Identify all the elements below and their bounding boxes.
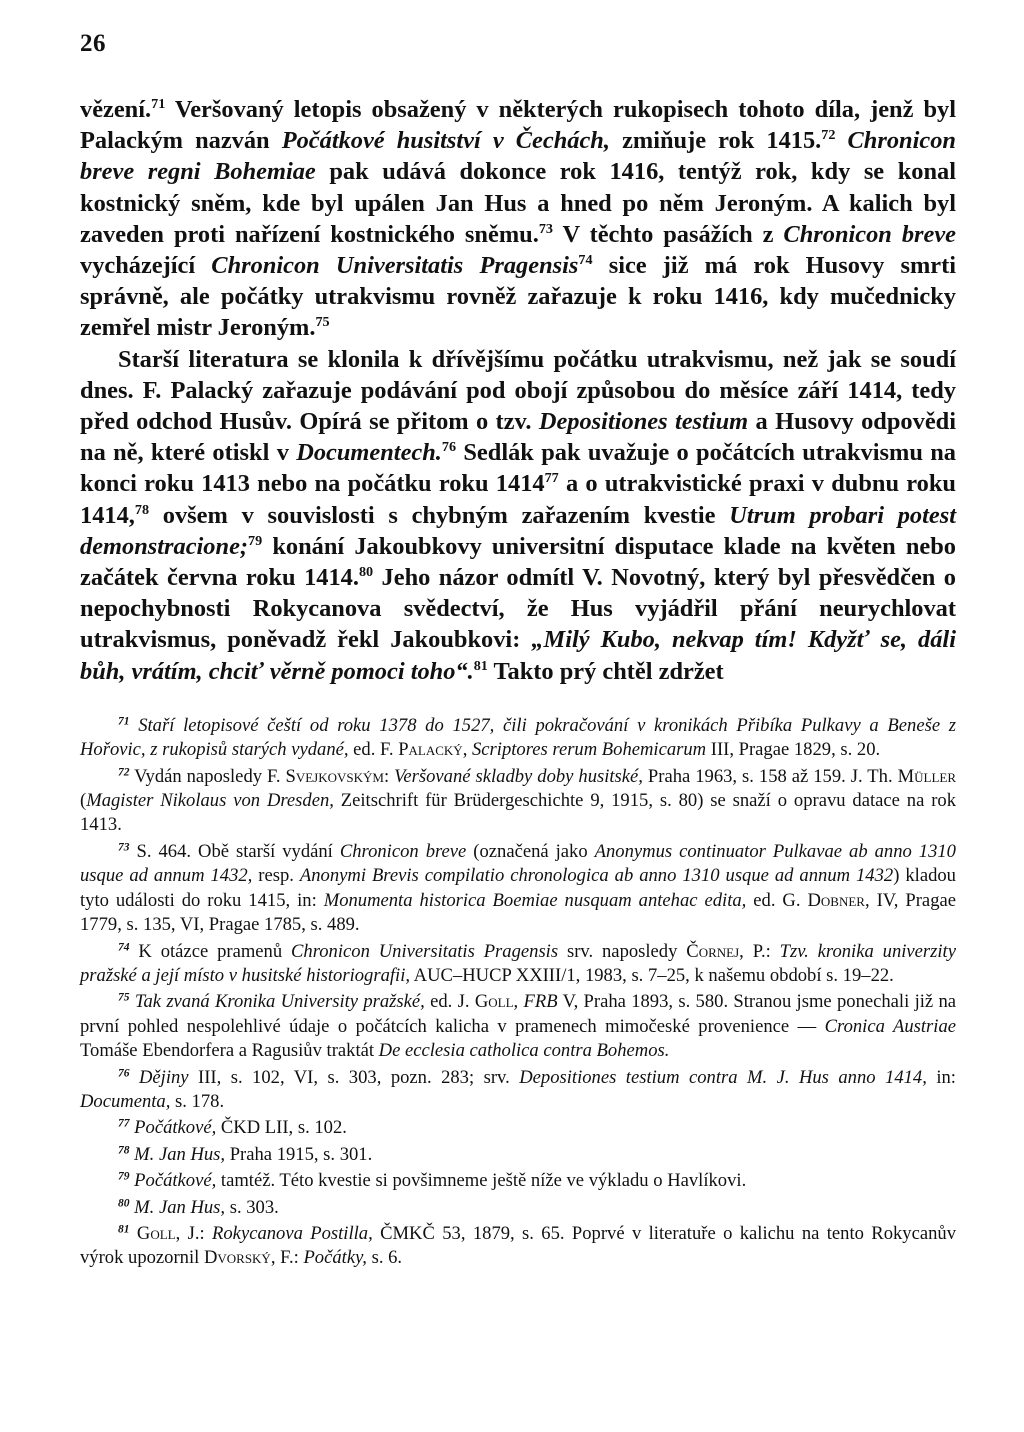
footnote-74 — [80, 940, 956, 989]
text-run: V těchto pasážích z — [552, 220, 784, 248]
footnote-80 — [80, 1196, 956, 1220]
text-run: s. 6. — [366, 1247, 403, 1269]
author-name: Goll — [474, 991, 514, 1013]
text-run: Praha 1915, s. 301. — [225, 1143, 373, 1165]
text-run: : — [383, 765, 395, 787]
work-title: Chronicon breve regni Bohemiae — [80, 127, 956, 186]
text-run: Staří letopisové čeští od roku 1378 do 1527, čili pokračování v kronikách Přibíka Pulkavy a Beneše z Hořovic, z rukopisů starých vydané, — [80, 714, 956, 761]
text-run: ed. J. — [424, 991, 475, 1013]
work-title: Utrum probari potest demonstracione; — [80, 501, 956, 560]
text-run: S. 464. Obě starší vydání — [136, 840, 340, 862]
footnote-number: 81 — [118, 1223, 130, 1236]
text-run: konání Jakoubkovy universitní disputace klade na květen nebo začátek června roku 1414. — [80, 532, 956, 592]
text-run: Tomáše Ebendorfera a Ragusiův traktát — [80, 1040, 379, 1062]
text-run: Rokycanova Postilla, — [212, 1222, 373, 1244]
body-text — [80, 94, 956, 687]
text-run: ) kladou tyto události do roku 1415, in: — [80, 865, 956, 911]
footnote-number: 80 — [118, 1197, 130, 1210]
text-run: vězení. — [80, 96, 152, 123]
footnote-72 — [80, 765, 956, 838]
text-run: Počátkové, — [134, 1170, 217, 1192]
footnote-79 — [80, 1169, 956, 1193]
work-title: Chronicon breve — [783, 220, 956, 248]
footnote-ref-76[interactable]: 76 — [441, 439, 457, 456]
footnote-ref-81[interactable]: 81 — [473, 657, 488, 674]
text-run: FRB — [523, 991, 558, 1013]
author-name: Dvorský — [203, 1247, 271, 1269]
footnote-75 — [80, 990, 956, 1063]
footnote-ref-78[interactable]: 78 — [134, 501, 150, 518]
text-run: , IV, Pragae 1779, s. 135, VI, Pragae 1785, s. 489. — [80, 889, 956, 936]
author-name: Müller — [897, 765, 956, 787]
footnote-78 — [80, 1143, 956, 1167]
text-run: zmiňuje rok 1415. — [609, 127, 822, 155]
text-run: Počátky, — [303, 1247, 367, 1269]
text-run: V, Praha 1893, s. 580. Stranou jsme ponechali již na první pohled nespolehlivé údaje o počátcích kalicha v pramenech mimočeské provenience — — [80, 991, 957, 1037]
text-run: Scriptores rerum Bohemicarum — [472, 739, 707, 761]
author-name: Palacký — [398, 739, 463, 761]
text-run: III, Pragae 1829, s. 20. — [706, 739, 881, 761]
footnote-ref-72[interactable]: 72 — [821, 127, 836, 144]
text-run: a Husovy odpovědi na ně, které otiskl v — [80, 408, 956, 467]
text-run: AUC–HUCP XXIII/1, 1983, s. 7–25, k našemu období s. 19–22. — [410, 964, 894, 986]
text-run: tamtéž. Této kvestie si povšimneme ještě níže ve výkladu o Havlíkovi. — [216, 1170, 747, 1192]
text-run: Monumenta historica Boemiae nusquam antehac edita, — [323, 889, 747, 911]
text-run: Tak zvaná Kronika University pražské, — [134, 991, 425, 1013]
text-run: Takto prý chtěl zdržet — [487, 657, 724, 685]
text-run: Anonymus continuator Pulkavae ab anno 1310 usque ad annum 1432, — [80, 840, 956, 887]
text-run: Sedlák pak uvažuje o počátcích utrakvismu na konci roku 1413 nebo na počátku roku 1414 — [80, 439, 956, 498]
footnote-ref-79[interactable]: 79 — [248, 533, 263, 550]
footnote-81 — [80, 1222, 956, 1271]
text-run: K otázce pramenů — [138, 940, 292, 962]
paragraph-2 — [80, 344, 956, 687]
footnote-77 — [80, 1116, 956, 1140]
text-run: , J.: — [175, 1222, 213, 1244]
footnote-number: 79 — [118, 1170, 130, 1183]
footnote-number: 74 — [118, 941, 130, 954]
text-run: srv. naposledy — [558, 940, 687, 962]
text-run: a o utrakvistické praxi v dubnu roku 1414, — [80, 470, 956, 529]
text-run: ČMKČ 53, 1879, s. 65. Poprvé v literatuře o kalichu na tento Rokycanův výrok upozornil — [80, 1222, 956, 1269]
author-name: Goll — [136, 1222, 176, 1244]
text-run: sice již má rok Husovy smrti správně, ale počátky utrakvismu rovněž zařazuje k roku 1416, kdy mučednicky zemřel mistr Jeroným. — [80, 252, 956, 342]
text-run: , — [513, 991, 524, 1013]
work-title: Chronicon Universitatis Pragensis — [211, 252, 579, 280]
footnote-ref-77[interactable]: 77 — [544, 470, 559, 487]
text-run: s. 178. — [170, 1090, 225, 1112]
footnote-number: 75 — [118, 992, 130, 1004]
text-run: Chronicon Universitatis Pragensis — [291, 940, 559, 962]
footnote-ref-74[interactable]: 74 — [578, 252, 593, 269]
footnote-ref-71[interactable]: 71 — [151, 96, 166, 113]
paragraph-1 — [80, 94, 956, 344]
footnote-ref-75[interactable]: 75 — [315, 314, 330, 331]
text-run: (označená jako — [466, 840, 595, 862]
document-page — [80, 30, 956, 1273]
text-run: ( — [80, 790, 87, 812]
footnote-number: 73 — [118, 841, 130, 854]
text-run: Anonymi Brevis compilatio chronologica ab anno 1310 usque ad annum 1432 — [299, 865, 894, 887]
footnote-number: 78 — [118, 1144, 130, 1157]
footnote-number: 77 — [118, 1118, 130, 1131]
work-title: Počátkové husitství v Čechách, — [281, 127, 610, 155]
text-run: Počátkové, — [134, 1117, 217, 1139]
text-run — [835, 127, 847, 154]
text-run: Vydán naposledy F. — [134, 765, 286, 787]
footnote-76 — [80, 1066, 956, 1115]
text-run: pak udává dokonce rok 1416, tentýž rok, kdy se konal kostnický sněm, kde byl upálen Jan Hus a hned po něm Jeroným. A kalich byl zaveden proti nařízení kostnického sněmu. — [80, 158, 956, 248]
text-run: Documenta, — [80, 1090, 171, 1112]
text-run: Veršovaný letopis obsažený v některých rukopisech tohoto díla, jenž byl Palackým nazván — [80, 96, 956, 155]
text-run: ČKD LII, s. 102. — [216, 1117, 347, 1139]
footnote-ref-80[interactable]: 80 — [358, 564, 374, 581]
text-run: Dějiny — [138, 1066, 189, 1088]
text-run: Magister Nikolaus von Dresden, — [86, 790, 334, 812]
text-run: Starší literatura se klonila k dřívějšímu počátku utrakvismu, než jak se soudí dnes. F. Palacký zařazuje podávání pod obojí způsobou do měsíce září 1414, tedy před odchod Husův. Opírá se přitom o tzv. — [80, 345, 956, 436]
text-run: Tzv. kronika univerzity pražské a její místo v husitské historiografii, — [80, 940, 956, 986]
author-name: Svejkovským — [285, 765, 384, 787]
footnote-number: 76 — [118, 1067, 130, 1080]
text-run: Jeho názor odmítl V. Novotný, který byl přesvědčen o nepochybnosti Rokycanova svědectví, že Hus vyjádřil přání neurychlovat utrakvismus, poněvadž řekl Jakoubkovi: — [80, 564, 956, 654]
text-run: De ecclesia catholica contra Bohemos. — [378, 1040, 670, 1062]
text-run: ed. G. — [746, 889, 808, 911]
work-title: Depositiones testium — [538, 408, 749, 436]
text-run: , — [462, 739, 472, 761]
page-number: 26 — [80, 30, 106, 57]
text-run: vycházející — [80, 252, 212, 280]
footnote-73 — [80, 840, 956, 938]
footnote-number: 72 — [118, 766, 130, 779]
text-run: M. Jan Hus, — [134, 1143, 226, 1165]
text-run: Cronica Austriae — [824, 1015, 956, 1037]
text-run: Praha 1963, s. 158 až 159. J. Th. — [642, 765, 898, 787]
text-run: Veršované skladby doby husitské, — [394, 765, 643, 787]
text-run: resp. — [252, 865, 300, 887]
work-title: Documentech. — [296, 439, 442, 467]
quotation: „Milý Kubo, nekvap tím! Kdyžť se, dáli bůh, vrátím, chciť věrně pomoci toho“. — [80, 626, 956, 685]
author-name: Dobner — [807, 889, 865, 911]
text-run: , P.: — [739, 940, 780, 962]
text-run: ovšem v souvislosti s chybným zařazením kvestie — [149, 501, 730, 529]
text-run: Chronicon breve — [339, 840, 467, 862]
footnote-ref-73[interactable]: 73 — [538, 221, 553, 238]
text-run: III, s. 102, VI, s. 303, pozn. 283; srv. — [188, 1066, 520, 1088]
author-name: Čornej — [686, 940, 740, 962]
text-run: ed. F. — [348, 739, 399, 761]
footnote-number: 71 — [118, 715, 130, 728]
text-run: Zeitschrift für Brüdergeschichte 9, 1915, s. 80) se snaží o opravu datace na rok 1413. — [80, 790, 956, 836]
text-run: M. Jan Hus, — [134, 1196, 226, 1218]
text-run: in: — [926, 1066, 956, 1088]
footnote-71 — [80, 714, 956, 763]
text-run: Depositiones testium contra M. J. Hus anno 1414, — [519, 1066, 927, 1088]
footnotes — [80, 714, 956, 1271]
text-run: s. 303. — [225, 1196, 279, 1218]
text-run: , F.: — [270, 1247, 304, 1269]
